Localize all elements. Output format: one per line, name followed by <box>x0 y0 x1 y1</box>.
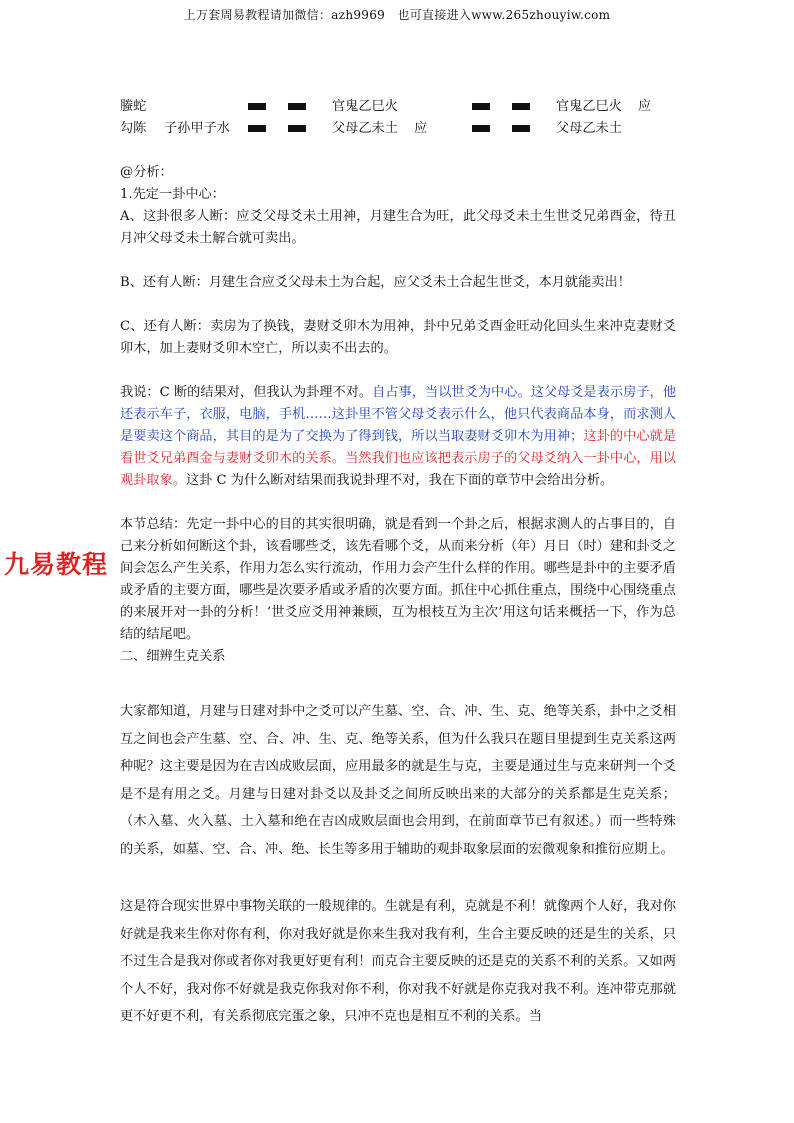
my-view-paragraph <box>120 382 676 492</box>
step-heading: 1.先定一卦中心： <box>120 187 225 202</box>
six-god: 螣蛇 <box>120 99 147 114</box>
my-view-closing: 这卦 C 为什么断对结果而我说卦理不对，我在下面的章节中会给出分析。 <box>185 473 614 488</box>
section-title: 二、细辨生克关系 <box>120 649 226 664</box>
yao-label-left: 官鬼乙巳火 <box>332 99 398 114</box>
yao-row-1 <box>120 96 676 118</box>
yao-mark-right: 应 <box>638 99 652 114</box>
yin-line-icon <box>472 96 552 118</box>
analysis-heading: @分析： <box>120 165 173 180</box>
section-paragraph: 大家都知道，月建与日建对卦中之爻可以产生墓、空、合、冲、生、克、绝等关系，卦中之爻相互之间也会产生墓、空、合、冲、生、克、绝等关系，但为什么我只在题目里提到生克关系这两种呢？这主要是因为在吉凶成败层面，应用最多的就是生与克，主要是通过生与克来研判一个爻是不是有用之爻。月建与日建对卦爻以及卦爻之间所反映出来的大部分的关系都是生克关系；（木入墓、火入墓、土入墓和绝在吉凶成败层面也会用到，在前面章节已有叙述。）而一些特殊的关系，如墓、空、合、冲、绝、长生等多用于辅助的观卦取象层面的宏微观象和推衍应期上。 <box>120 704 676 857</box>
yin-line-icon <box>248 96 328 118</box>
yao-label-right: 官鬼乙巳火 <box>556 99 622 114</box>
watermark-logo: 九易教程 <box>4 550 109 579</box>
summary-paragraph: 本节总结：先定一卦中心的目的其实很明确，就是看到一个卦之后，根据求测人的占事目的，自己来分析如何断这个卦，该看哪些爻，该先看哪个爻，从而来分析（年）月日（时）建和卦爻之间会怎么产生关系，作用力怎么实行流动，作用力会产生什么样的作用。哪些是卦中的主要矛盾或矛盾的主要方面，哪些是次要矛盾或矛盾的次要方面。抓住中心抓住重点，围绕中心围绕重点的来展开对一卦的分析！‘世爻应爻用神兼顾，互为根枝互为主次’用这句话来概括一下，作为总结的结尾吧。 <box>120 517 676 642</box>
yin-line-icon <box>472 118 552 140</box>
my-view-text: 我说：C 断的结果对，但我认为卦理不对。 <box>120 385 373 400</box>
my-view-blue-text: 自占事，当以世爻为中心。这父母爻是表示房子，他还表示车子，衣服，电脑，手机……这卦里不管父母爻表示什么，他只代表商品本身，而求测人是要卖这个商品，其目的是为了交换为了得到钱，所以当取妻财爻卯木为用神； <box>120 385 677 444</box>
opinion-a: A、这卦很多人断：应爻父母爻未土用神，月建生合为旺，此父母爻未土生世爻兄弟酉金，待丑月冲父母爻未土解合就可卖出。 <box>120 209 676 246</box>
yin-line-icon <box>248 118 328 140</box>
yao-label-right: 父母乙未土 <box>556 121 622 136</box>
yao-mark-left: 应 <box>414 121 428 136</box>
document-body <box>120 96 676 1031</box>
my-view-red-text: 这卦的中心就是看世爻兄弟酉金与妻财爻卯木的关系。当然我们也应该把表示房子的父母爻纳入一卦中心，用以观卦取象。 <box>120 429 677 488</box>
yao-label-left: 父母乙未土 <box>332 121 398 136</box>
fushen: 子孙甲子水 <box>164 121 230 136</box>
opinion-b: B、还有人断：月建生合应爻父母未土为合起，应父爻未土合起生世爻，本月就能卖出！ <box>120 275 631 290</box>
section-paragraph: 这是符合现实世界中事物关联的一般规律的。生就是有利，克就是不利！就像两个人好，我对你好就是我来生你对你有利，你对我好就是你来生我对我有利，生合主要反映的还是生的关系，只不过生合是我对你或者你对我更好更有利！而克合主要反映的还是克的关系不利的关系。又如两个人不好，我对你不好就是我克你我对你不利，你对我不好就是你克我对我不利。连冲带克那就更不好更不利，有关系彻底完蛋之象，只冲不克也是相互不利的关系。当 <box>120 899 676 1024</box>
six-god: 勾陈 <box>120 121 147 136</box>
page-header: 上万套周易教程请加微信：azh9969 也可直接进入www.265zhouyiw.com <box>183 8 611 22</box>
yao-row-2 <box>120 118 676 140</box>
opinion-c: C、还有人断：卖房为了换钱，妻财爻卯木为用神，卦中兄弟爻酉金旺动化回头生来冲克妻财爻卯木，加上妻财爻卯木空亡，所以卖不出去的。 <box>120 319 676 356</box>
